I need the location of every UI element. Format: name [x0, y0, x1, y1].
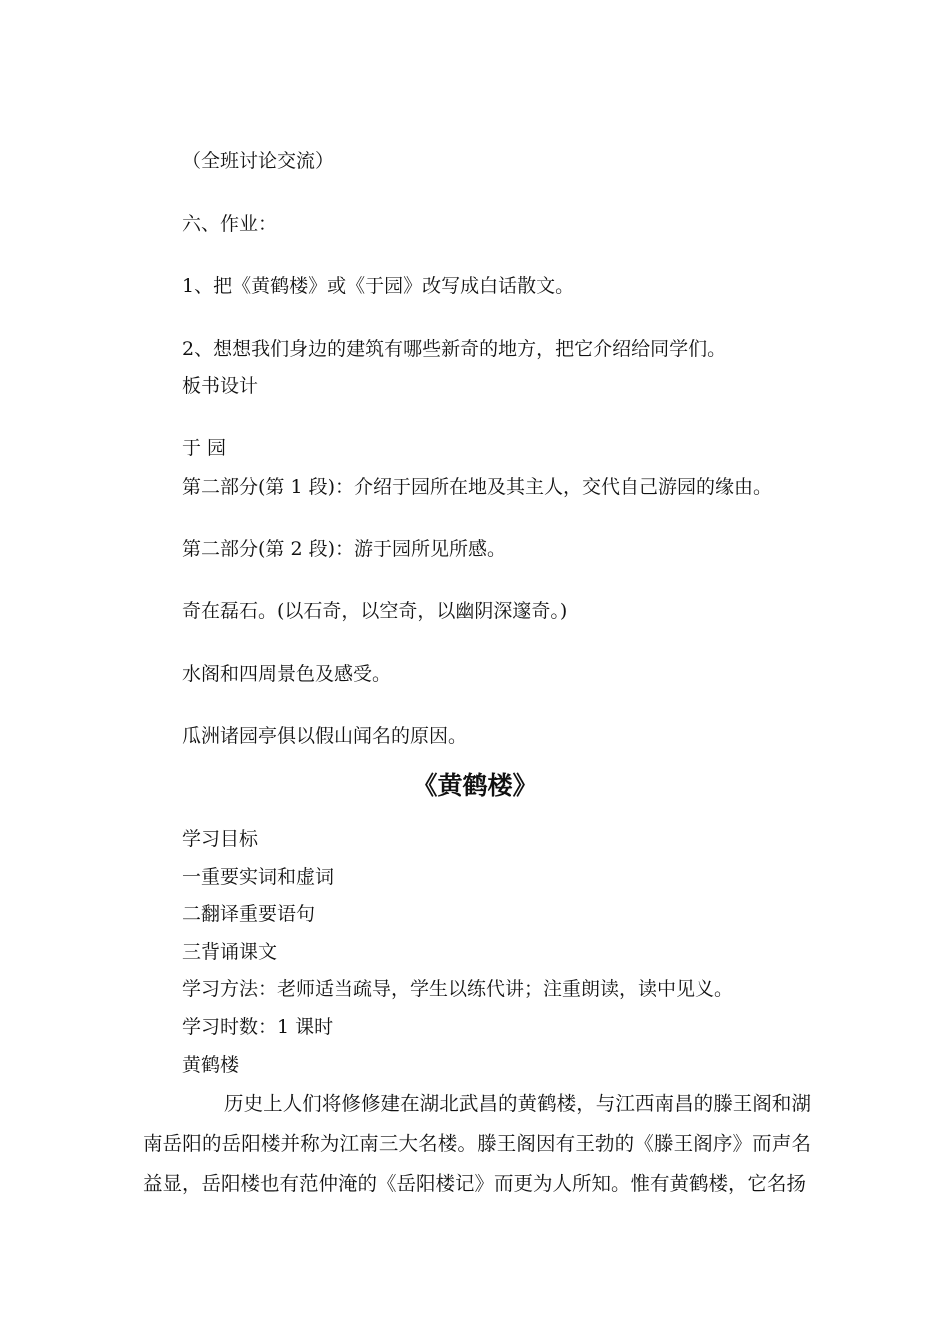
- board-design-heading: 板书设计: [182, 375, 259, 397]
- board-title: 于 园: [182, 437, 227, 459]
- homework-item-2: 2、想想我们身边的建筑有哪些新奇的地方，把它介绍给同学们。: [182, 338, 727, 360]
- board-part-1: 第二部分(第 1 段)：介绍于园所在地及其主人，交代自己游园的缘由。: [182, 476, 772, 498]
- learning-hours: 学习时数：1 课时: [182, 1016, 334, 1038]
- objectives-heading: 学习目标: [182, 828, 259, 850]
- lesson-title: 《黄鹤楼》: [412, 771, 538, 800]
- board-point-2: 水阁和四周景色及感受。: [182, 663, 392, 685]
- board-point-3: 瓜洲诸园亭俱以假山闻名的原因。: [182, 725, 468, 747]
- homework-item-1: 1、把《黄鹤楼》或《于园》改写成白话散文。: [182, 275, 575, 297]
- board-part-2: 第二部分(第 2 段)：游于园所见所感。: [182, 538, 506, 560]
- objective-item-3: 三背诵课文: [182, 941, 278, 963]
- text-paragraph: 历史上人们将修修建在湖北武昌的黄鹤楼，与江西南昌的滕王阁和湖南岳阳的岳阳楼并称为江南三大名楼。滕王阁因有王勃的《滕王阁序》而声名益显，岳阳楼也有范仲淹的《岳阳楼记》而更为人所知。惟有黄鹤楼，它名扬: [143, 1092, 811, 1195]
- homework-heading: 六、作业：: [182, 213, 278, 235]
- learning-method: 学习方法：老师适当疏导，学生以练代讲；注重朗读，读中见义。: [182, 978, 734, 1000]
- discussion-note: （全班讨论交流）: [182, 150, 335, 172]
- board-point-1: 奇在磊石。(以石奇，以空奇，以幽阴深邃奇。): [182, 600, 568, 622]
- objective-item-1: 一重要实词和虚词: [182, 866, 335, 888]
- text-subtitle: 黄鹤楼: [182, 1054, 240, 1076]
- objective-item-2: 二翻译重要语句: [182, 903, 316, 925]
